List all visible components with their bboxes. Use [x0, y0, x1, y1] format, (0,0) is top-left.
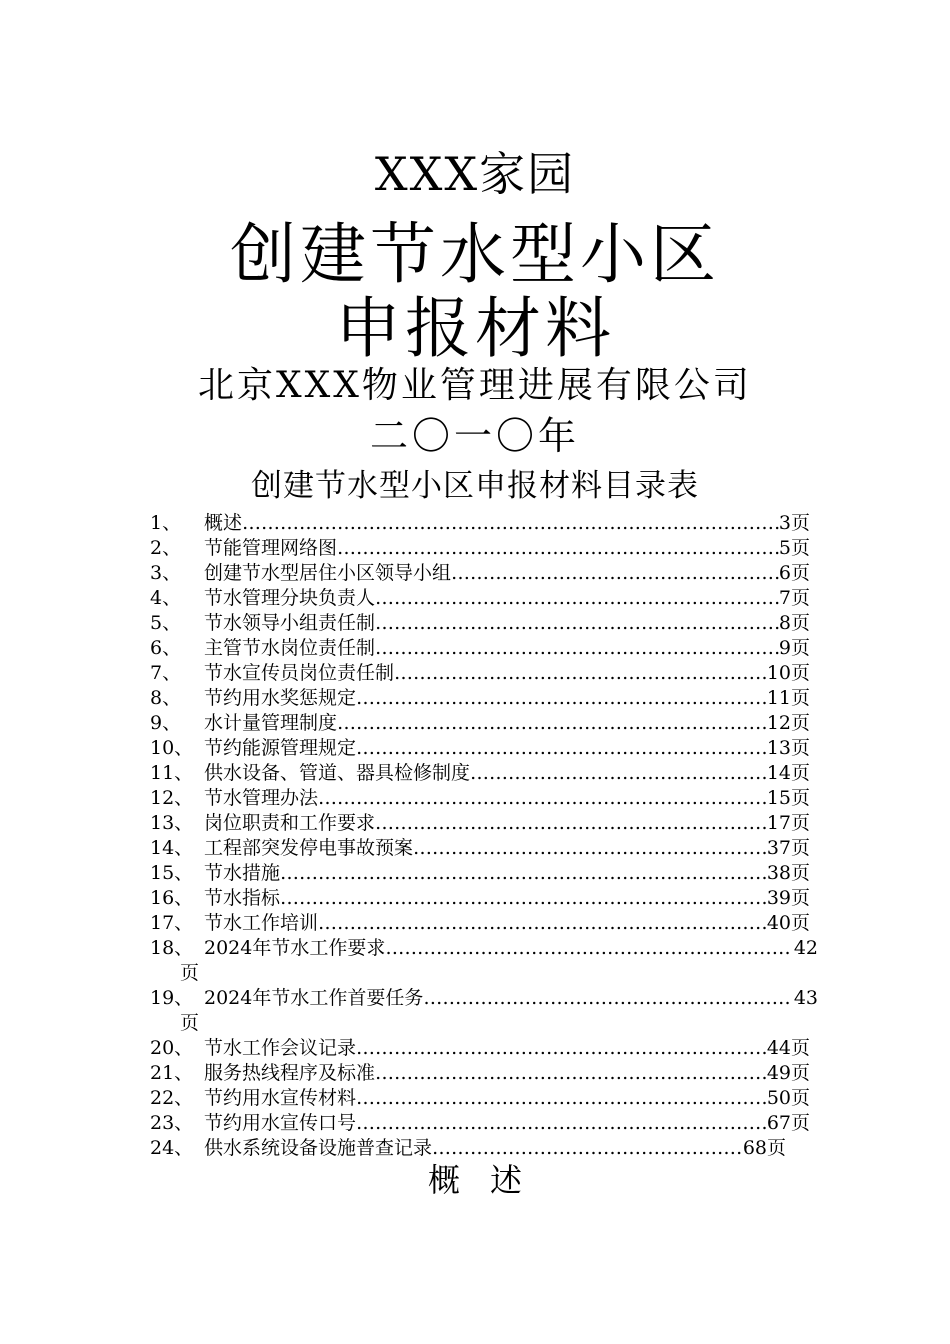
toc-item-label: 节水管理分块负责人 — [204, 587, 376, 609]
toc-item-page: 15页 — [766, 787, 810, 809]
toc-item-page: 11页 — [766, 687, 810, 709]
toc-item-number: 8、 — [150, 687, 182, 709]
toc-item — [0, 536, 950, 561]
toc-item-page: 42 — [793, 937, 818, 959]
toc-leader — [337, 711, 767, 736]
toc-item-page-unit: 页 — [180, 1012, 200, 1034]
toc-item-label: 2024年节水工作要求 — [204, 937, 386, 959]
toc-item-page: 7页 — [778, 587, 810, 609]
toc-item-label: 岗位职责和工作要求 — [204, 812, 376, 834]
toc-item-label: 节约用水宣传材料 — [204, 1087, 357, 1109]
toc-item — [0, 636, 950, 661]
toc-item-label: 节水措施 — [204, 862, 281, 884]
toc-leader — [385, 936, 789, 961]
toc-item-number: 23、 — [150, 1112, 194, 1134]
toc-item-number: 2、 — [150, 537, 182, 559]
toc-leader — [423, 986, 789, 1011]
toc-item-page-unit: 页 — [180, 962, 200, 984]
toc-item — [0, 1036, 950, 1061]
toc-item-number: 24、 — [150, 1137, 194, 1159]
toc-item-page: 40页 — [766, 912, 810, 934]
toc-item-label: 创建节水型居住小区领导小组 — [204, 562, 452, 584]
toc-item-number: 7、 — [150, 662, 182, 684]
toc-leader — [375, 811, 767, 836]
toc-item-page: 49页 — [766, 1062, 810, 1084]
toc-item-page: 39页 — [766, 887, 810, 909]
toc-item-number: 15、 — [150, 862, 194, 884]
toc-item-label: 工程部突发停电事故预案 — [204, 837, 414, 859]
toc-item — [0, 836, 950, 861]
toc-item-label: 节约用水奖惩规定 — [204, 687, 357, 709]
toc-item — [0, 936, 950, 986]
toc-item — [0, 561, 950, 586]
toc-item-page: 17页 — [766, 812, 810, 834]
toc-item-label: 节水工作会议记录 — [204, 1037, 357, 1059]
toc-item-number: 5、 — [150, 612, 182, 634]
toc-item-label: 节水领导小组责任制 — [204, 612, 376, 634]
toc-item-number: 18、 — [150, 937, 194, 959]
toc-leader — [413, 836, 767, 861]
toc-item-page: 5页 — [778, 537, 810, 559]
toc-item-number: 6、 — [150, 637, 182, 659]
toc-leader — [356, 1086, 767, 1111]
toc-item-number: 12、 — [150, 787, 194, 809]
toc-item-label: 供水设备、管道、器具检修制度 — [204, 762, 471, 784]
toc-item — [0, 686, 950, 711]
toc-item — [0, 811, 950, 836]
toc-item-number: 17、 — [150, 912, 194, 934]
toc-item-page: 38页 — [766, 862, 810, 884]
toc-item-number: 3、 — [150, 562, 182, 584]
toc-leader — [375, 586, 779, 611]
toc-item-number: 19、 — [150, 987, 194, 1009]
toc-item — [0, 761, 950, 786]
toc-item-label: 主管节水岗位责任制 — [204, 637, 376, 659]
toc-item — [0, 661, 950, 686]
toc-item-page: 67页 — [766, 1112, 810, 1134]
toc-item-label: 2024年节水工作首要任务 — [204, 987, 424, 1009]
toc-item-page: 43 — [793, 987, 818, 1009]
toc-leader — [375, 611, 779, 636]
toc-item-number: 20、 — [150, 1037, 194, 1059]
toc-list — [0, 511, 950, 1161]
toc-item-page: 44页 — [766, 1037, 810, 1059]
toc-item — [0, 711, 950, 736]
toc-leader — [318, 911, 767, 936]
cover-title-estate: XXX家园 — [374, 147, 576, 201]
toc-leader — [451, 561, 779, 586]
toc-item — [0, 1111, 950, 1136]
toc-item — [0, 586, 950, 611]
toc-item-page: 37页 — [766, 837, 810, 859]
toc-item-number: 14、 — [150, 837, 194, 859]
toc-item-page: 10页 — [766, 662, 810, 684]
toc-item — [0, 886, 950, 911]
toc-leader — [280, 886, 767, 911]
toc-item-number: 9、 — [150, 712, 182, 734]
toc-item-label: 水计量管理制度 — [204, 712, 338, 734]
toc-item — [0, 511, 950, 536]
toc-item — [0, 1061, 950, 1086]
cover-company: 北京XXX物业管理进展有限公司 — [198, 365, 752, 406]
toc-item — [0, 611, 950, 636]
toc-item-page: 13页 — [766, 737, 810, 759]
toc-item — [0, 1086, 950, 1111]
toc-item-page: 12页 — [766, 712, 810, 734]
toc-item-page: 50页 — [766, 1087, 810, 1109]
toc-item-label: 节约能源管理规定 — [204, 737, 357, 759]
toc-item-number: 22、 — [150, 1087, 194, 1109]
toc-item-number: 21、 — [150, 1062, 194, 1084]
toc-item-number: 1、 — [150, 512, 182, 534]
toc-leader — [318, 786, 767, 811]
toc-item-number: 4、 — [150, 587, 182, 609]
toc-item-number: 13、 — [150, 812, 194, 834]
toc-leader — [356, 686, 767, 711]
toc-item-number: 11、 — [150, 762, 194, 784]
toc-item — [0, 861, 950, 886]
toc-item — [0, 736, 950, 761]
toc-item-label: 服务热线程序及标准 — [204, 1062, 376, 1084]
toc-item-page: 68页 — [742, 1137, 786, 1159]
toc-item-label: 节水管理办法 — [204, 787, 319, 809]
toc-leader — [356, 736, 767, 761]
toc-leader — [242, 511, 779, 536]
toc-item — [0, 986, 950, 1036]
toc-item-number: 10、 — [150, 737, 194, 759]
toc-item-label: 供水系统设备设施普查记录 — [204, 1137, 433, 1159]
toc-leader — [375, 1061, 767, 1086]
toc-item-label: 概述 — [204, 512, 243, 534]
cover-title-main: 创建节水型小区 — [230, 216, 720, 293]
toc-leader — [356, 1111, 767, 1136]
toc-item-label: 节约用水宣传口号 — [204, 1112, 357, 1134]
toc-item-number: 16、 — [150, 887, 194, 909]
section-heading-overview: 概述 — [427, 1161, 552, 1199]
toc-leader — [375, 636, 779, 661]
cover-year: 二〇一〇年 — [369, 414, 580, 458]
toc-item-page: 6页 — [778, 562, 810, 584]
toc-item — [0, 786, 950, 811]
cover-title-sub: 申报材料 — [335, 290, 615, 367]
toc-item-label: 节水指标 — [204, 887, 281, 909]
toc-title: 创建节水型小区申报材料目录表 — [251, 468, 699, 504]
toc-leader — [470, 761, 767, 786]
toc-item-label: 节能管理网络图 — [204, 537, 338, 559]
toc-item-page: 14页 — [766, 762, 810, 784]
toc-leader — [280, 861, 767, 886]
toc-item-page: 9页 — [778, 637, 810, 659]
toc-leader — [394, 661, 767, 686]
toc-leader — [356, 1036, 767, 1061]
toc-item-page: 8页 — [778, 612, 810, 634]
toc-item-page: 3页 — [778, 512, 810, 534]
toc-leader — [337, 536, 779, 561]
toc-item-label: 节水工作培训 — [204, 912, 319, 934]
toc-item — [0, 911, 950, 936]
toc-item-label: 节水宣传员岗位责任制 — [204, 662, 395, 684]
